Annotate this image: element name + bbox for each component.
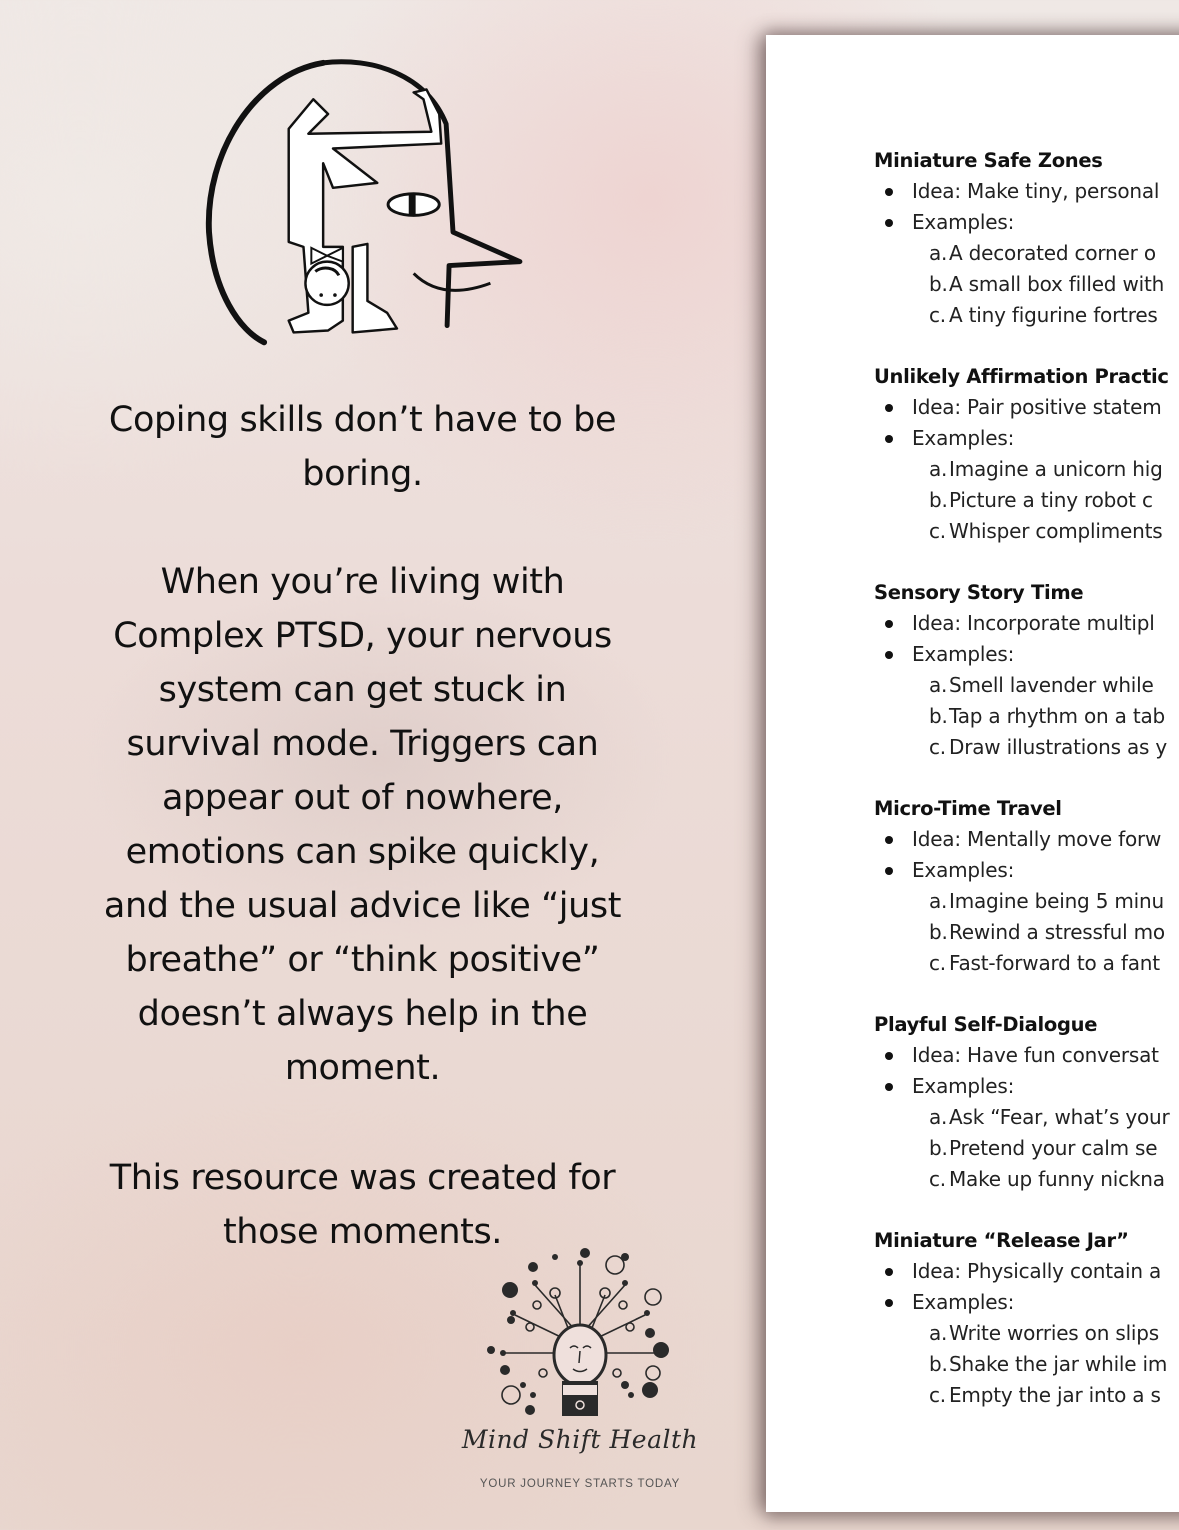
bullet-icon — [885, 867, 893, 875]
idea-bullet: Idea: Pair positive statem — [874, 392, 1179, 423]
intro-body — [40, 555, 685, 1095]
idea-bullet: Idea: Physically contain a — [874, 1256, 1179, 1287]
section-micro-time-travel — [874, 793, 1179, 979]
example-item: b.Rewind a stressful mo — [929, 920, 1165, 944]
intro-line: system can get stuck in — [158, 670, 567, 710]
intro-line: boring. — [302, 454, 423, 494]
section-title: Miniature Safe Zones — [874, 149, 1103, 172]
example-item: c. A tiny figurine fortres — [929, 303, 1158, 327]
example-item: c. Draw illustrations as y — [929, 735, 1168, 759]
bullet-icon — [885, 1299, 893, 1307]
intro-line: Coping skills don’t have to be — [108, 400, 617, 440]
tree-head-logo-icon — [475, 1245, 685, 1430]
section-release-jar — [874, 1225, 1179, 1411]
section-miniature-safe-zones — [874, 145, 1179, 331]
intro-line: When you’re living with — [160, 562, 565, 602]
intro-line: This resource was created for — [109, 1158, 616, 1198]
bullet-icon — [885, 651, 893, 659]
example-item: b.Tap a rhythm on a tab — [929, 704, 1166, 728]
bullet-icon — [885, 620, 893, 628]
idea-bullet: Idea: Incorporate multipl — [874, 608, 1179, 639]
section-title: Playful Self-Dialogue — [874, 1013, 1098, 1036]
intro-line: and the usual advice like “just — [103, 886, 622, 926]
document-page-preview — [766, 35, 1179, 1512]
example-item: a.Imagine a unicorn hig — [929, 457, 1163, 481]
bullet-icon — [885, 1268, 893, 1276]
bullet-icon — [885, 404, 893, 412]
intro-line: breathe” or “think positive” — [125, 940, 600, 980]
intro-line: Complex PTSD, your nervous — [113, 616, 612, 656]
example-item: a.A decorated corner o — [929, 241, 1156, 265]
example-item: a.Imagine being 5 minu — [929, 889, 1164, 913]
section-title: Unlikely Affirmation Practic — [874, 365, 1169, 388]
examples-bullet: Examples: — [874, 1071, 1179, 1102]
idea-bullet: Idea: Mentally move forw — [874, 824, 1179, 855]
section-title: Micro-Time Travel — [874, 797, 1062, 820]
idea-bullet: Idea: Make tiny, personal — [874, 176, 1179, 207]
handstand-figure-illustration-icon — [195, 55, 530, 360]
examples-bullet: Examples: — [874, 855, 1179, 886]
intro-line: survival mode. Triggers can — [126, 724, 599, 764]
bullet-icon — [885, 1083, 893, 1091]
section-unlikely-affirmation — [874, 361, 1179, 547]
section-sensory-story-time — [874, 577, 1179, 763]
example-item: c. Empty the jar into a s — [929, 1383, 1161, 1407]
intro-line: appear out of nowhere, — [161, 778, 564, 818]
bullet-icon — [885, 219, 893, 227]
examples-bullet: Examples: — [874, 639, 1179, 670]
intro-closing — [40, 1151, 685, 1259]
example-item: a.Write worries on slips — [929, 1321, 1160, 1345]
bullet-icon — [885, 435, 893, 443]
intro-headline — [40, 393, 685, 501]
intro-line: doesn’t always help in the — [137, 994, 588, 1034]
brand-name: Mind Shift Health — [461, 1425, 699, 1454]
example-item: a.Smell lavender while — [929, 673, 1154, 697]
bullet-icon — [885, 1052, 893, 1060]
intro-line: emotions can spike quickly, — [125, 832, 600, 872]
example-item: c. Make up funny nickna — [929, 1167, 1165, 1191]
intro-line: moment. — [284, 1048, 441, 1088]
brand-tagline: YOUR JOURNEY STARTS TODAY — [479, 1478, 681, 1490]
example-item: b.Shake the jar while im — [929, 1352, 1168, 1376]
brand-logo — [455, 1245, 705, 1505]
bullet-icon — [885, 188, 893, 196]
examples-bullet: Examples: — [874, 423, 1179, 454]
example-item: c. Whisper compliments — [929, 519, 1163, 543]
idea-bullet: Idea: Have fun conversat — [874, 1040, 1179, 1071]
example-item: b.Picture a tiny robot c — [929, 488, 1153, 512]
section-title: Sensory Story Time — [874, 581, 1084, 604]
intro-line: those moments. — [222, 1212, 502, 1252]
example-item: b.A small box filled with — [929, 272, 1165, 296]
section-title: Miniature “Release Jar” — [874, 1229, 1129, 1252]
example-item: c. Fast-forward to a fant — [929, 951, 1160, 975]
example-item: b.Pretend your calm se — [929, 1136, 1158, 1160]
example-item: a.Ask “Fear, what’s your — [929, 1105, 1170, 1129]
section-playful-self-dialogue — [874, 1009, 1179, 1195]
examples-bullet: Examples: — [874, 207, 1179, 238]
bullet-icon — [885, 836, 893, 844]
examples-bullet: Examples: — [874, 1287, 1179, 1318]
